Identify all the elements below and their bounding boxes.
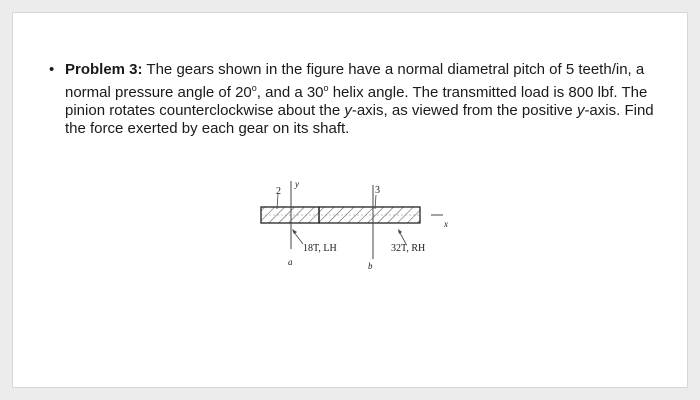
- label-shaft-b: b: [368, 261, 373, 271]
- axis-y-1: y: [344, 102, 352, 119]
- slide: [12, 12, 688, 388]
- problem-text-4: -axis, as viewed from the positive: [351, 102, 577, 119]
- label-gear-2-spec: 18T, LH: [303, 243, 337, 254]
- degree-sign-2: o: [323, 83, 329, 93]
- problem-text-5: -axis. Find the force exerted by each gear on its shaft.: [65, 102, 654, 137]
- problem-label: Problem 3:: [65, 61, 143, 78]
- problem-text-3: helix angle. The transmitted load is 800 lbf. The pinion rotates counterclockwise about the: [65, 84, 648, 119]
- problem-text-1: The gears shown in the figure have a normal diametral pitch of 5 teeth/in, a normal pressure angle of 20: [65, 61, 645, 101]
- label-gear-3: 3: [375, 185, 380, 196]
- axis-y-2: y: [576, 102, 585, 119]
- arrowhead-spec-2: [292, 229, 297, 234]
- problem-text-2: , and a 30: [256, 84, 324, 101]
- label-gear-3-spec: 32T, RH: [391, 243, 426, 254]
- label-gear-2: 2: [276, 186, 281, 197]
- bullet: •: [49, 61, 55, 78]
- label-x-axis: x: [444, 219, 448, 229]
- label-shaft-a: a: [288, 257, 293, 267]
- degree-sign-1: o: [251, 83, 257, 93]
- gear-shaft-figure: [13, 13, 689, 389]
- label-y-axis: y: [295, 179, 299, 189]
- arrowhead-spec-3: [398, 229, 402, 234]
